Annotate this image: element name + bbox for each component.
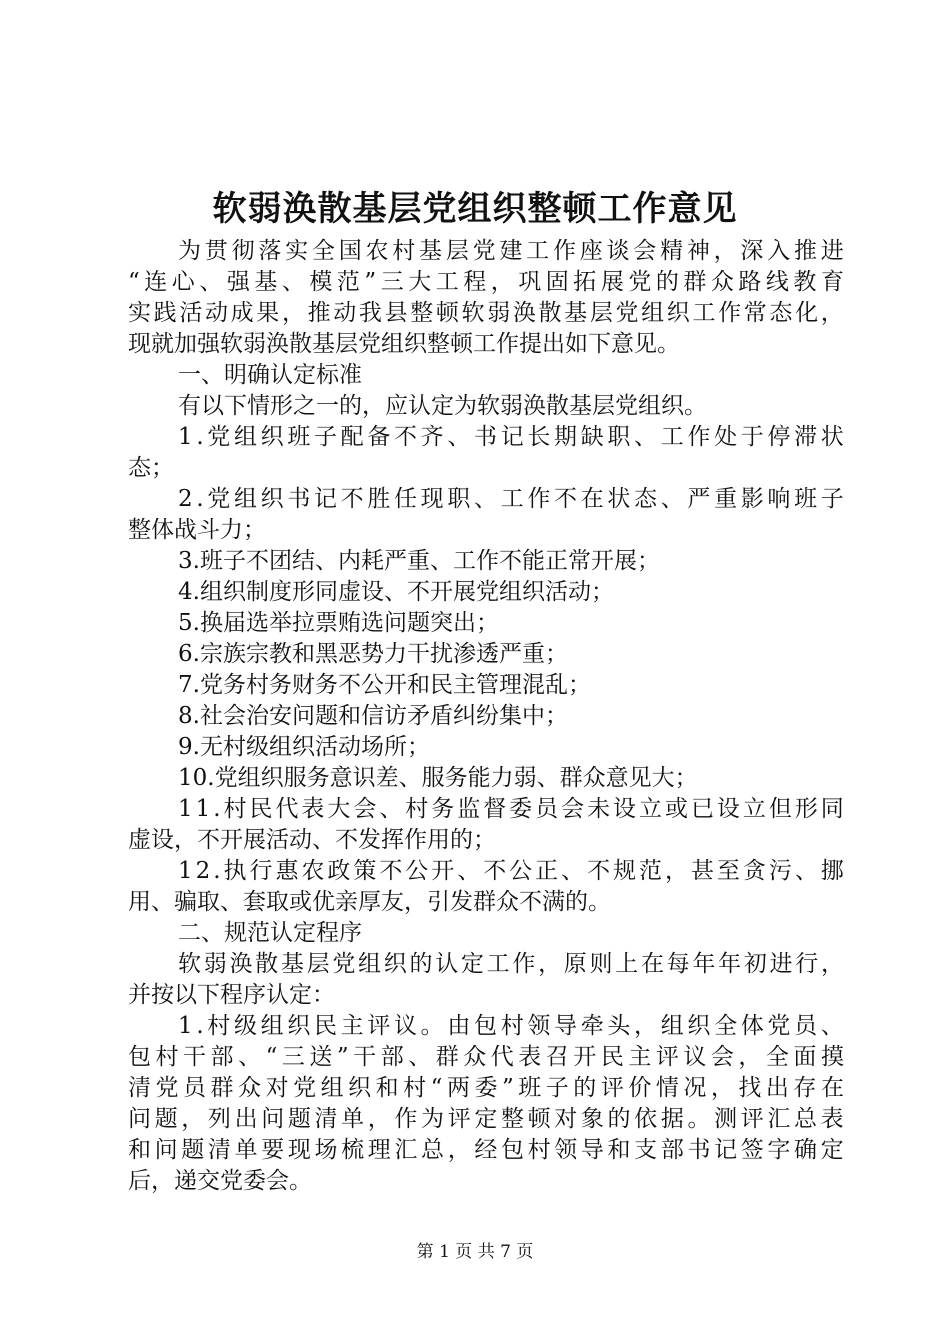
body-line: 软 弱 涣 散 基 层 党 组 织 的 认 定 工 作 ， 原 则 上 在 每 年 年 初 进 行 ， xyxy=(178,951,844,977)
body-line: 为 贯 彻 落 实 全 国 农 村 基 层 党 建 工 作 座 谈 会 精 神 ， 深 入 推 进 xyxy=(178,238,844,264)
body-line: 后，递交党委会。 xyxy=(128,1168,312,1194)
body-line: 并按以下程序认定： xyxy=(128,982,335,1008)
body-line: 1 1 . 村 民 代 表 大 会 、 村 务 监 督 委 员 会 未 设 立 或 已 设 立 但 形 同 xyxy=(178,796,844,822)
body-line: 二、规范认定程序 xyxy=(178,920,362,946)
document-body xyxy=(128,236,844,1197)
body-line: “ 连 心 、 强 基 、 模 范 ” 三 大 工 程 ， 巩 固 拓 展 党 的 群 众 路 线 教 育 xyxy=(128,269,844,295)
body-line: 4.组织制度形同虚设、不开展党组织活动； xyxy=(178,579,614,605)
body-line: 整体战斗力； xyxy=(128,517,266,543)
page-footer: 第 1 页 共 7 页 xyxy=(416,1242,534,1262)
body-line: 和 问 题 清 单 要 现 场 梳 理 汇 总 ， 经 包 村 领 导 和 支 部 书 记 签 字 确 定 xyxy=(128,1137,844,1163)
body-line: 9.无村级组织活动场所； xyxy=(178,734,430,760)
body-line: 1 2 . 执 行 惠 农 政 策 不 公 开 、 不 公 正 、 不 规 范 ， 甚 至 贪 污 、 挪 xyxy=(178,858,844,884)
body-line: 7.党务村务财务不公开和民主管理混乱； xyxy=(178,672,591,698)
body-line: 3.班子不团结、内耗严重、工作不能正常开展； xyxy=(178,548,660,574)
body-line: 实 践 活 动 成 果 ， 推 动 我 县 整 顿 软 弱 涣 散 基 层 党 组 织 工 作 常 态 化 ， xyxy=(128,300,844,326)
body-line: 包 村 干 部 、 “ 三 送 ” 干 部 、 群 众 代 表 召 开 民 主 评 议 会 ， 全 面 摸 xyxy=(128,1044,844,1070)
document-title: 软弱涣散基层党组织整顿工作意见 xyxy=(212,189,738,229)
body-line: 1 . 村 级 组 织 民 主 评 议 。 由 包 村 领 导 牵 头 ， 组 织 全 体 党 员 、 xyxy=(178,1013,844,1039)
body-line: 6.宗族宗教和黑恶势力干扰渗透严重； xyxy=(178,641,568,667)
body-line: 态； xyxy=(128,455,174,481)
body-line: 虚设，不开展活动、不发挥作用的； xyxy=(128,827,496,853)
body-line: 2 . 党 组 织 书 记 不 胜 任 现 职 、 工 作 不 在 状 态 、 严 重 影 响 班 子 xyxy=(178,486,844,512)
body-line: 现就加强软弱涣散基层党组织整顿工作提出如下意见。 xyxy=(128,331,680,357)
body-line: 10.党组织服务意识差、服务能力弱、群众意见大； xyxy=(178,765,698,791)
body-line: 1 . 党 组 织 班 子 配 备 不 齐 、 书 记 长 期 缺 职 、 工 作 处 于 停 滞 状 xyxy=(178,424,844,450)
body-line: 5.换届选举拉票贿选问题突出； xyxy=(178,610,499,636)
body-line: 8.社会治安问题和信访矛盾纠纷集中； xyxy=(178,703,568,729)
body-line: 问 题 ， 列 出 问 题 清 单 ， 作 为 评 定 整 顿 对 象 的 依 据 。 测 评 汇 总 表 xyxy=(128,1106,844,1132)
body-line: 一、明确认定标准 xyxy=(178,362,362,388)
body-line: 有以下情形之一的，应认定为软弱涣散基层党组织。 xyxy=(178,393,707,419)
body-line: 用、骗取、套取或优亲厚友，引发群众不满的。 xyxy=(128,889,611,915)
body-line: 清 党 员 群 众 对 党 组 织 和 村 “ 两 委 ” 班 子 的 评 价 情 况 ， 找 出 存 在 xyxy=(128,1075,844,1101)
